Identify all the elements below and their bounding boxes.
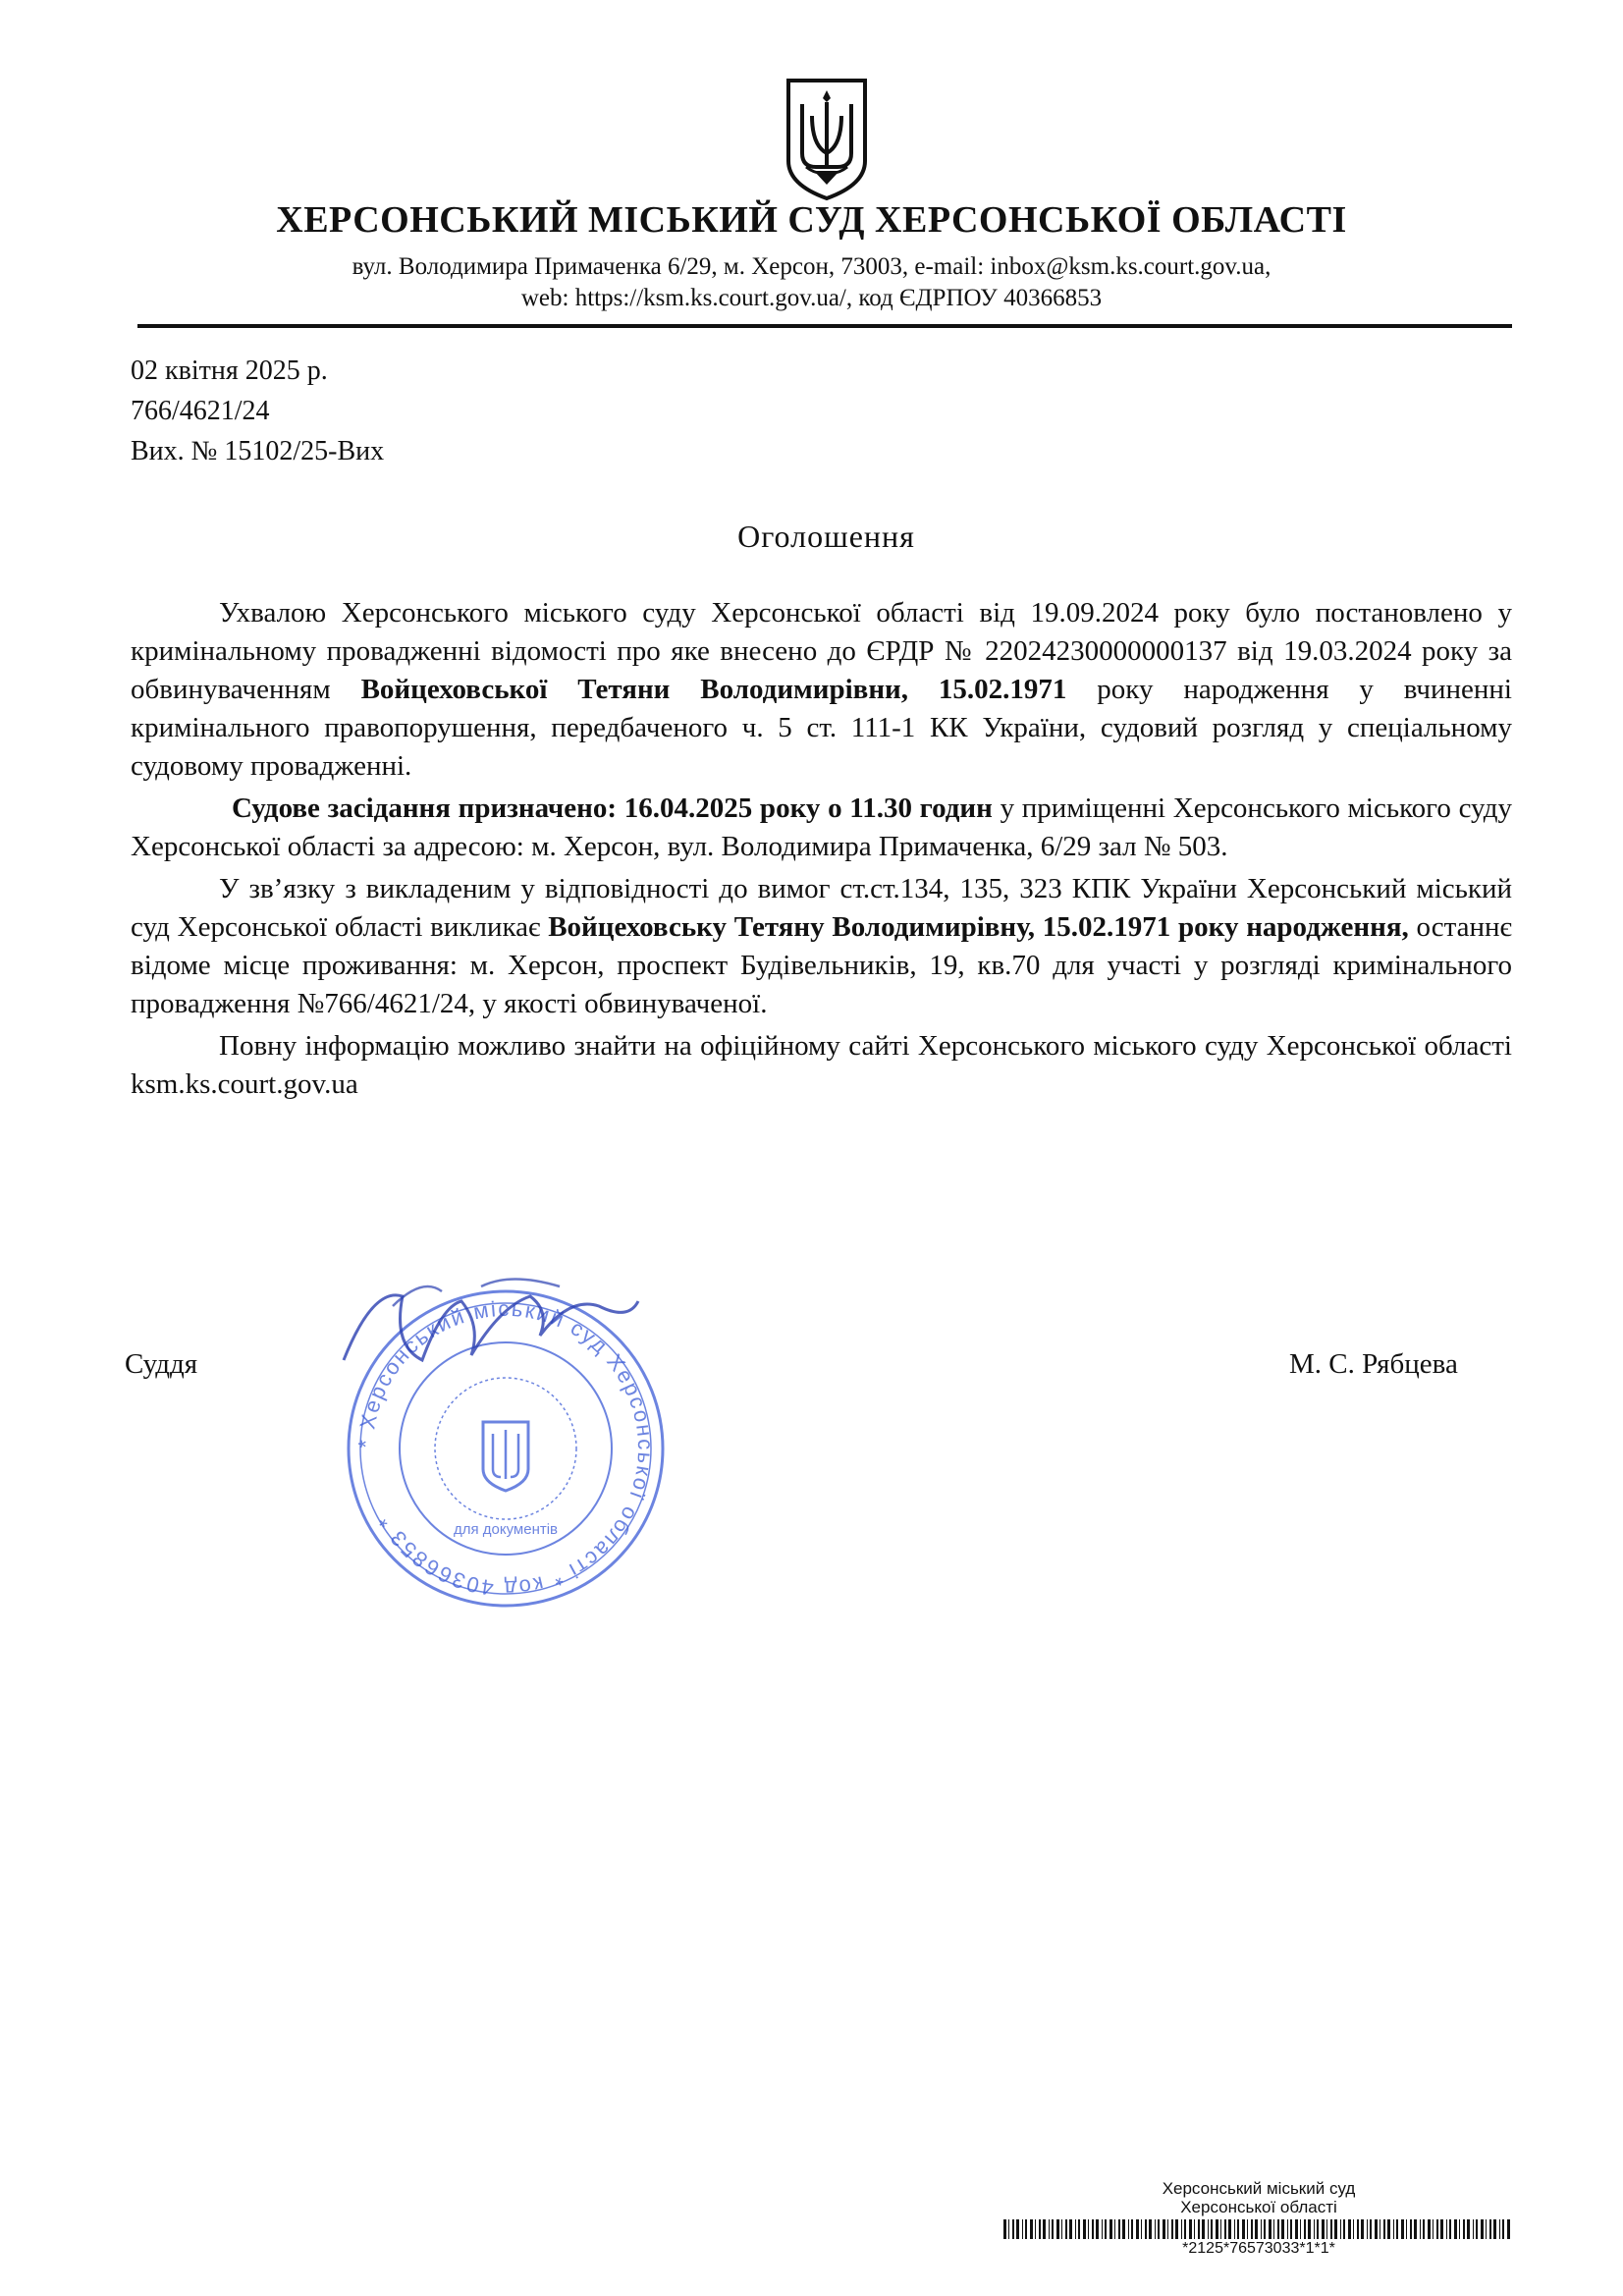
hearing-date: Судове засідання призначено: 16.04.2025 року о 11.30 годин [232, 793, 993, 824]
signer-role: Суддя [125, 1348, 198, 1380]
announcement-body [131, 594, 1512, 1108]
signer-name: М. С. Рябцева [1289, 1348, 1458, 1380]
paragraph-text: Ухвалою Херсонського міського суду Херсонської області від 19.09.2024 року було постановлено у кримінальному провадженні відомості про яке внесено до ЄРДР № 22024230000000137 від 19.03.2024 року за обвинуваченням [131, 597, 1512, 705]
accused-name: Войцеховської Тетяни Володимирівни, 15.02.1971 [360, 674, 1067, 705]
court-web-and-code: web: https://ksm.ks.court.gov.ua/, код ЄДРПОУ 40366853 [520, 285, 1103, 311]
barcode [1003, 2219, 1514, 2239]
stamp-outer-text: * Херсонський міський суд Херсонської області * код 40366853 * [352, 1295, 659, 1602]
court-name: ХЕРСОНСЬКИЙ МІСЬКИЙ СУД ХЕРСОНСЬКОЇ ОБЛАСТІ [276, 199, 1347, 241]
registry-code: *2125*76573033*1*1* [1182, 2240, 1335, 2257]
court-address: вул. Володимира Примаченка 6/29, м. Херсон, 73003, e-mail: inbox@ksm.ks.court.gov.ua, [352, 253, 1271, 280]
coat-of-arms-icon [783, 77, 871, 202]
outgoing-number: Вих. № 15102/25-Вих [131, 436, 385, 466]
paragraph-summons [131, 870, 1512, 1023]
registry-court-line1: Херсонський міський суд [1162, 2179, 1356, 2198]
case-number: 766/4621/24 [131, 396, 270, 426]
paragraph-hearing [131, 790, 1512, 866]
paragraph-text: у приміщенні Херсонського міського суду Херсонської області за адресою: м. Херсон, вул. Володимира Примаченка, 6/29 зал № 503. [131, 793, 1512, 862]
document-title: Оголошення [737, 519, 915, 554]
registry-court-line2: Херсонської області [1180, 2198, 1337, 2216]
stamp-inner-text: для документів [453, 1521, 559, 1538]
summoned-person: Войцеховську Тетяну Володимирівну, 15.02.1971 року народження, [548, 911, 1409, 943]
paragraph-info: Повну інформацію можливо знайти на офіційному сайті Херсонського міського суду Херсонської області ksm.ks.court.gov.ua [131, 1030, 1512, 1100]
paragraph-ruling [131, 594, 1512, 786]
header-divider [137, 324, 1512, 328]
paragraph-text: У зв’язку з викладеним у відповідності до вимог ст.ст.134, 135, 323 КПК України Херсонський міський суд Херсонської області викликає [131, 873, 1512, 943]
document-date: 02 квітня 2025 р. [131, 355, 328, 386]
handwritten-signature [334, 1267, 648, 1394]
paragraph-text: останнє відоме місце проживання: м. Херсон, проспект Будівельників, 19, кв.70 для участі у розгляді кримінального провадження №766/4621/24, у якості обвинуваченої. [131, 911, 1513, 1019]
paragraph-text: року народження у вчиненні кримінального правопорушення, передбаченого ч. 5 ст. 111-1 КК України, судовий розгляд у спеціальному судовому провадженні. [131, 674, 1512, 782]
